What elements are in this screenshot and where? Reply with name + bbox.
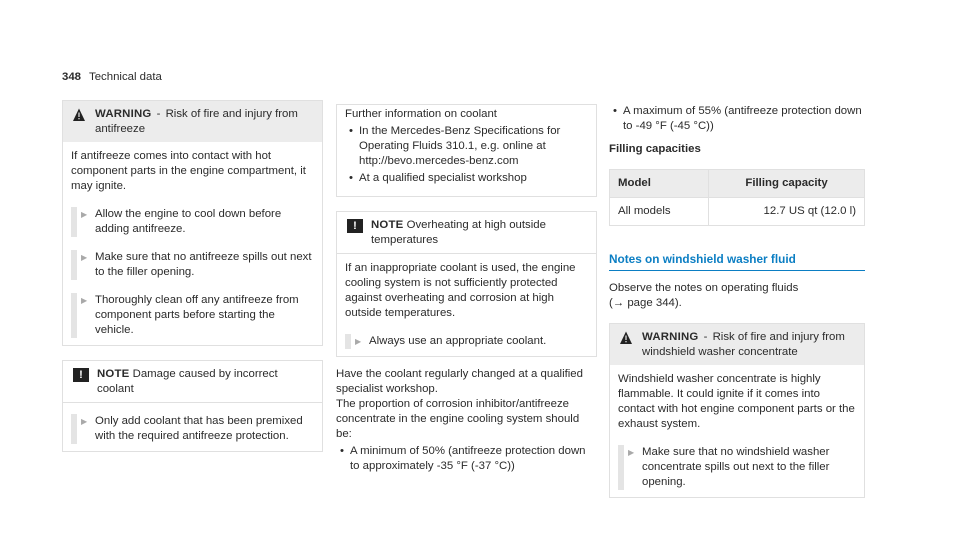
note-title: Overheating at high outside temperatures <box>371 219 546 246</box>
note-header <box>63 361 322 402</box>
step-item: ▶ Only add coolant that has been premixed with the required antifreeze protection. <box>71 414 314 444</box>
warning-label: WARNING <box>642 331 699 343</box>
table-header: Model <box>610 170 709 198</box>
step-item: ▶ Thoroughly clean off any antifreeze from component parts before starting the vehicle. <box>71 293 314 338</box>
note-exclamation-icon: ! <box>347 219 363 233</box>
step-arrow-icon: ▶ <box>81 417 88 426</box>
column-left <box>62 100 323 452</box>
table-header-row <box>610 170 865 198</box>
warning-box-antifreeze <box>62 100 323 346</box>
step-arrow-icon: ▶ <box>81 210 88 219</box>
warning-title: Risk of fire and injury from windshield washer concentrate <box>642 331 845 358</box>
page-header <box>62 70 162 85</box>
step-item: ▶ Make sure that no windshield washer concentrate spills out next to the filler opening. <box>618 445 856 490</box>
paragraph: The proportion of corrosion inhibitor/antifreeze concentrate in the engine cooling system should be: <box>336 398 580 440</box>
list-item: • A maximum of 55% (antifreeze protection down to -49 °F (-45 °C)) <box>609 104 865 134</box>
warning-header: WARNING - Risk of fire and injury from antifreeze <box>63 101 322 142</box>
warning-box-washer <box>609 323 865 498</box>
list-item: • A minimum of 50% (antifreeze protection down to approximately -35 °F (-37 °C)) <box>336 444 597 474</box>
step-item: ▶ Always use an appropriate coolant. <box>345 334 588 349</box>
note-body: If an inappropriate coolant is used, the engine cooling system is not sufficiently protected against overheating and corrosion at high outside temperatures. <box>345 262 576 319</box>
observe-text: Observe the notes on operating fluids (→ page 344). <box>609 282 799 309</box>
step-arrow-icon: ▶ <box>355 337 362 346</box>
warning-triangle-icon <box>620 331 642 345</box>
note-box-overheating <box>336 211 597 357</box>
section-name: Technical data <box>89 71 162 83</box>
list-item: • At a qualified specialist workshop <box>345 171 588 186</box>
note-title: Damage caused by incorrect coolant <box>97 368 278 395</box>
page-reference-link[interactable]: (→ page 344). <box>609 297 682 309</box>
paragraph: Have the coolant regularly changed at a qualified specialist workshop. <box>336 368 583 395</box>
note-label: NOTE <box>371 219 404 231</box>
warning-triangle-icon <box>73 108 95 122</box>
page-number: 348 <box>62 71 82 83</box>
note-exclamation-icon: ! <box>73 368 89 382</box>
info-intro: Further information on coolant <box>345 108 497 120</box>
note-header <box>337 212 596 253</box>
step-arrow-icon: ▶ <box>81 253 88 262</box>
step-item: ▶ Make sure that no antifreeze spills out next to the filler opening. <box>71 250 314 280</box>
filling-capacity-table <box>609 169 865 226</box>
warning-label: WARNING <box>95 108 152 120</box>
warning-body: If antifreeze comes into contact with hot component parts in the engine compartment, it may ignite. <box>71 150 306 192</box>
column-right <box>609 104 865 498</box>
step-arrow-icon: ▶ <box>81 296 88 305</box>
warning-body: Windshield washer concentrate is highly flammable. It could ignite if it comes into contact with hot engine component parts or the exhaust system. <box>618 373 855 430</box>
filling-capacities-title: Filling capacities <box>609 143 701 155</box>
table-cell: 12.7 US qt (12.0 l) <box>709 198 865 226</box>
step-arrow-icon: ▶ <box>628 448 635 457</box>
table-cell: All models <box>610 198 709 226</box>
list-item: • In the Mercedes-Benz Specifications for Operating Fluids 310.1, e.g. online at http://bevo.mercedes-benz.com <box>345 124 588 169</box>
section-title-washer-fluid: Notes on windshield washer fluid <box>609 252 865 271</box>
info-box-coolant <box>336 104 597 197</box>
warning-header: WARNING - Risk of fire and injury from windshield washer concentrate <box>610 324 864 365</box>
column-middle <box>336 104 597 474</box>
table-row <box>610 198 865 226</box>
note-label: NOTE <box>97 368 130 380</box>
step-item: ▶ Allow the engine to cool down before adding antifreeze. <box>71 207 314 237</box>
table-header: Filling capacity <box>709 170 865 198</box>
warning-title: Risk of fire and injury from antifreeze <box>95 108 298 135</box>
note-box-coolant <box>62 360 323 452</box>
